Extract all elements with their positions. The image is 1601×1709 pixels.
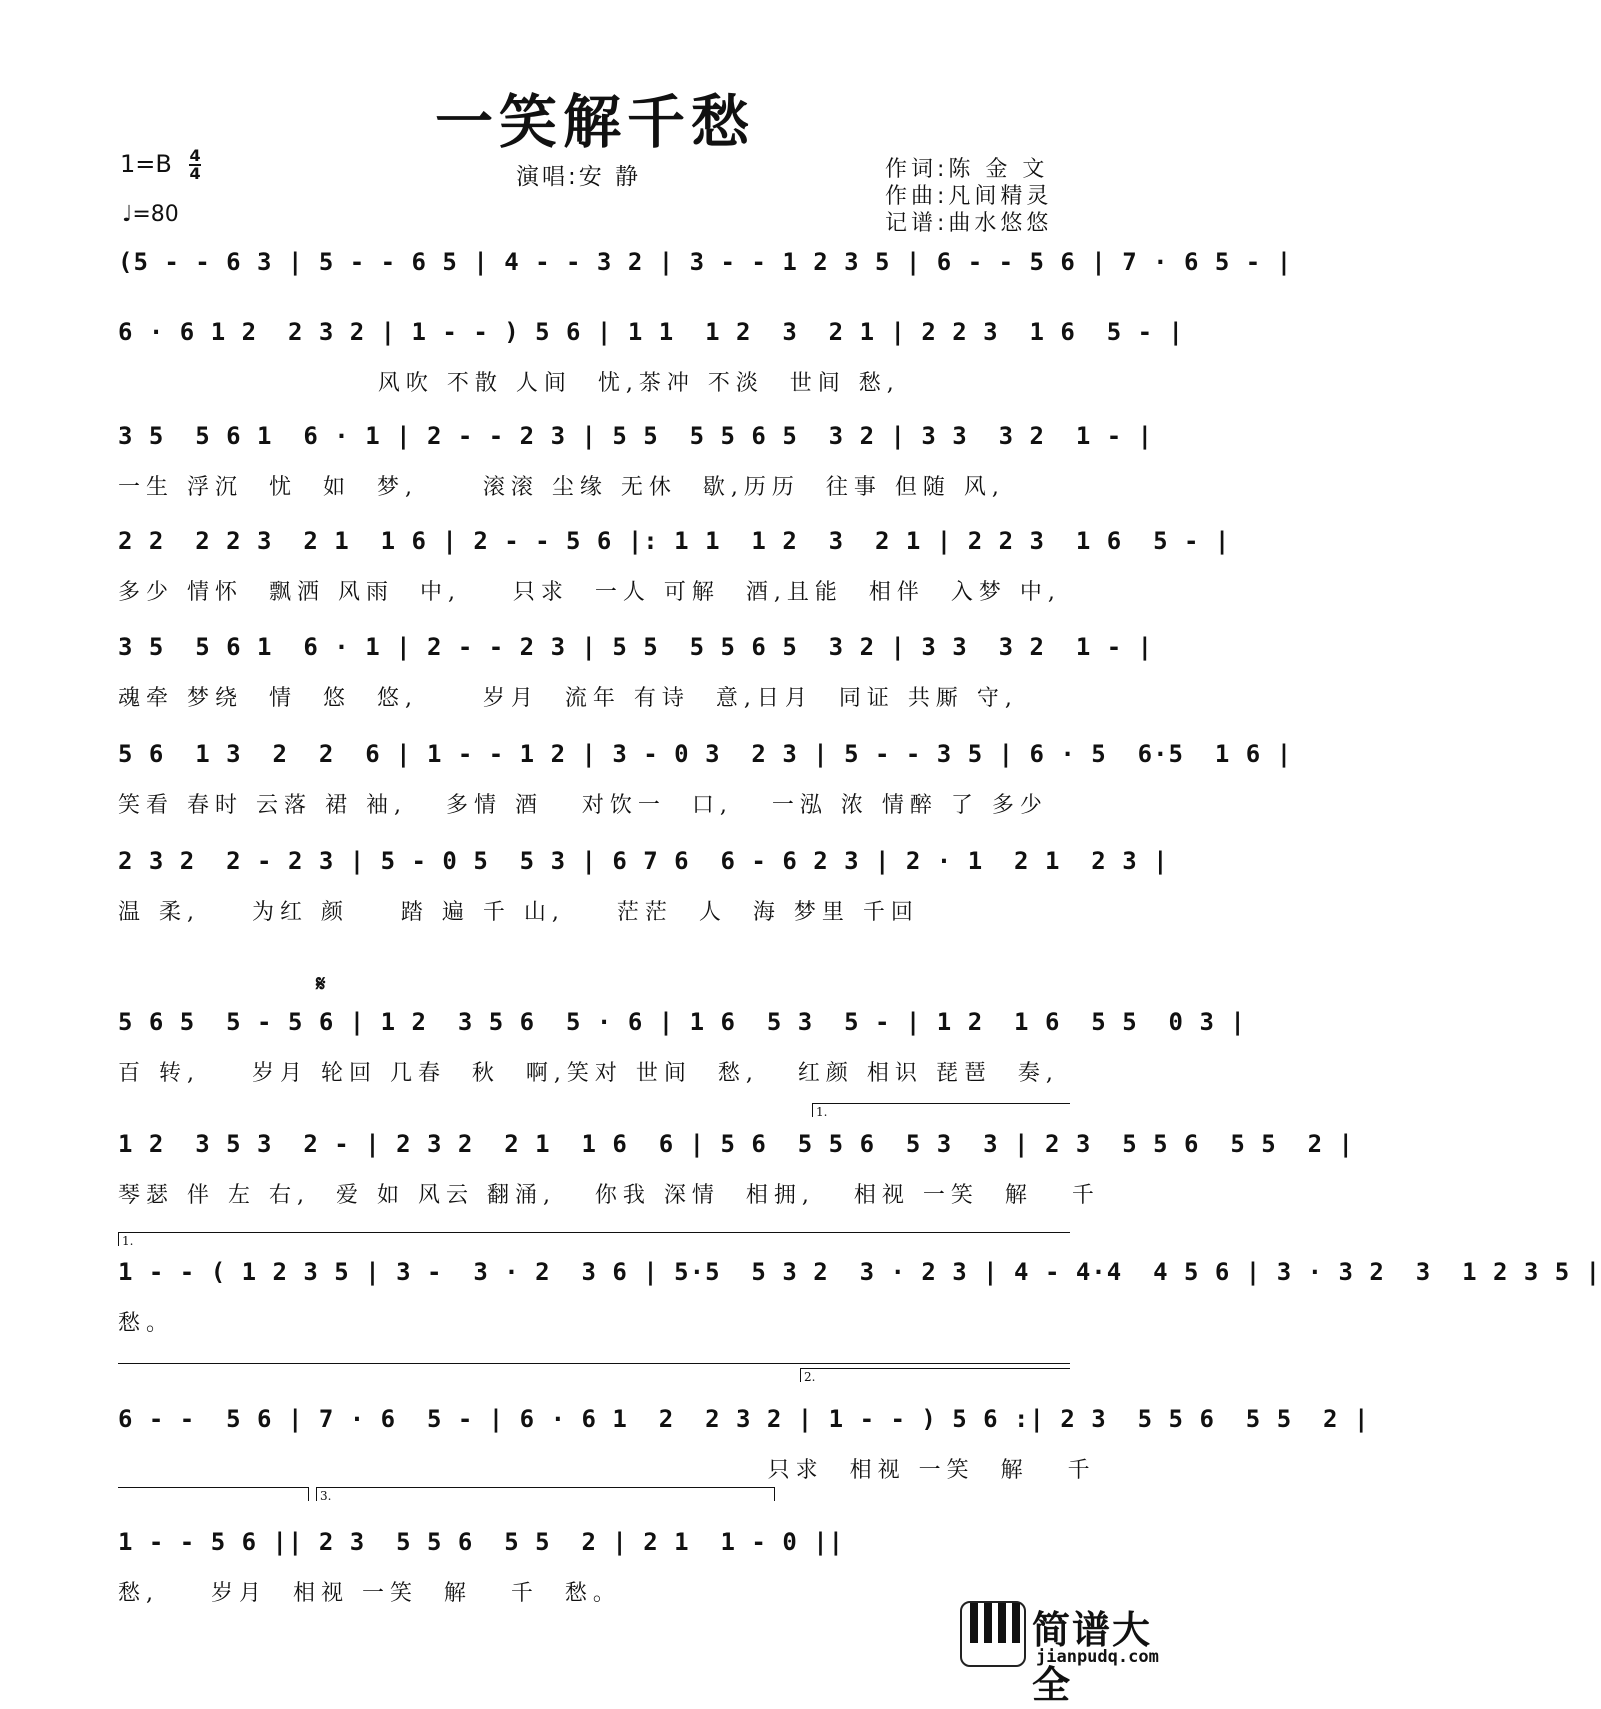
composer-credit: 作曲:凡间精灵 [885,184,1053,209]
transcriber-credit: 记谱:曲水悠悠 [885,211,1053,236]
lyric-line: 风吹 不散 人间 忧,茶冲 不淡 世间 愁, [118,371,900,396]
time-bottom: 4 [189,164,201,183]
volta-hook [118,1232,119,1246]
volta-bracket-1b [118,1232,1070,1233]
lyric-line: 只求 相视 一笑 解 千 [118,1458,1096,1483]
score-row-11 [118,1405,1370,1485]
volta-bracket-2 [800,1368,1070,1369]
lyricist-credit: 作词:陈 金 文 [885,157,1049,182]
volta-bracket-2b [118,1487,308,1488]
segno-sign: 𝄋 [316,972,326,997]
notation-line: 2 2 2 2 3 2 1 1 6 | 2 - - 5 6 |: 1 1 1 2 3 2 1 | 2 2 3 1 6 5 - | [118,527,1231,555]
score-row-2 [118,318,1184,398]
notation-line: 1 - - ( 1 2 3 5 | 3 - 3 · 2 3 6 | 5·5 5 3 2 3 · 2 3 | 4 - 4·4 4 5 6 | 3 · 3 2 3 1 2 3 5 | [118,1258,1601,1286]
score-row-5 [118,633,1154,713]
lyric-line: 温 柔, 为红 颜 踏 遍 千 山, 茫茫 人 海 梦里 千回 [118,900,919,925]
notation-line: 2 3 2 2 - 2 3 | 5 - 0 5 5 3 | 6 7 6 6 - 6 2 3 | 2 · 1 2 1 2 3 | [118,847,1169,875]
volta-bracket-3 [316,1487,774,1488]
logo-url: jianpudq.com [1036,1647,1159,1667]
volta-hook [800,1368,801,1382]
key-label: 1=B [120,150,172,178]
notation-line: (5 - - 6 3 | 5 - - 6 5 | 4 - - 3 2 | 3 - - 1 2 3 5 | 6 - - 5 6 | 7 · 6 5 - | [118,248,1293,276]
notation-line: 5 6 5 5 - 5 6 | 1 2 3 5 6 5 · 6 | 1 6 5 3 5 - | 1 2 1 6 5 5 0 3 | [118,1008,1246,1036]
score-row-9 [118,1130,1354,1210]
score-row-12 [118,1528,1070,1608]
score-row-1 [118,248,1293,288]
notation-line: 1 - - 5 6 || 2 3 5 5 6 5 5 2 | 2 1 1 - 0 || [118,1528,845,1556]
lyric-line: 一生 浮沉 忧 如 梦, 滚滚 尘缘 无休 歇,历历 往事 但随 风, [118,475,1005,500]
tempo-marking: ♩=80 [122,202,179,227]
notation-line: 5 6 1 3 2 2 6 | 1 - - 1 2 | 3 - 0 3 2 3 | 5 - - 3 5 | 6 · 5 6·5 1 6 | [118,740,1293,768]
lyric-line: 笑看 春时 云落 裙 袖, 多情 酒 对饮一 口, 一泓 浓 情醉 了 多少 [118,793,1048,818]
divider-line [118,1363,1070,1364]
volta-hook [774,1487,775,1501]
piano-icon [960,1601,1026,1667]
lyric-line: 愁, 岁月 相视 一笑 解 千 愁。 [118,1581,621,1606]
time-signature [189,148,200,182]
volta-label-1: 1. [816,1105,828,1119]
lyric-line: 百 转, 岁月 轮回 几春 秋 啊,笑对 世间 愁, 红颜 相识 琵琶 奏, [118,1061,1059,1086]
lyric-line: 魂牵 梦绕 情 悠 悠, 岁月 流年 有诗 意,日月 同证 共厮 守, [118,686,1018,711]
time-top: 4 [189,146,201,165]
volta-hook [316,1487,317,1501]
key-signature [120,148,201,182]
logo-name: 简谱大全 [1032,1608,1153,1707]
singer-credit: 演唱:安 静 [516,164,642,190]
score-row-10 [118,1258,1601,1338]
score-row-4 [118,527,1231,607]
score-row-7 [118,847,1169,927]
lyric-line: 多少 情怀 飘洒 风雨 中, 只求 一人 可解 酒,且能 相伴 入梦 中, [118,580,1061,605]
notation-line: 6 - - 5 6 | 7 · 6 5 - | 6 · 6 1 2 2 3 2 | 1 - - ) 5 6 :| 2 3 5 5 6 5 5 2 | [118,1405,1370,1433]
volta-label-3: 3. [320,1489,332,1503]
volta-label-2: 2. [804,1370,816,1384]
credits-block [885,156,1052,237]
volta-bracket-1 [812,1103,1070,1104]
volta-hook [308,1487,309,1501]
notation-line: 6 · 6 1 2 2 3 2 | 1 - - ) 5 6 | 1 1 1 2 3 2 1 | 2 2 3 1 6 5 - | [118,318,1184,346]
site-logo [960,1595,1190,1707]
page-title: 一笑解千愁 [434,88,755,156]
lyric-line: 愁。 [118,1311,175,1336]
score-row-8 [118,1008,1246,1088]
volta-label-1b: 1. [122,1234,134,1248]
score-row-6 [118,740,1293,820]
notation-line: 3 5 5 6 1 6 · 1 | 2 - - 2 3 | 5 5 5 5 6 5 3 2 | 3 3 3 2 1 - | [118,422,1154,450]
volta-hook [812,1103,813,1117]
lyric-line: 琴瑟 伴 左 右, 爱 如 风云 翻涌, 你我 深情 相拥, 相视 一笑 解 千 [118,1183,1100,1208]
notation-line: 3 5 5 6 1 6 · 1 | 2 - - 2 3 | 5 5 5 5 6 5 3 2 | 3 3 3 2 1 - | [118,633,1154,661]
score-row-3 [118,422,1154,502]
notation-line: 1 2 3 5 3 2 - | 2 3 2 2 1 1 6 6 | 5 6 5 5 6 5 3 3 | 2 3 5 5 6 5 5 2 | [118,1130,1354,1158]
